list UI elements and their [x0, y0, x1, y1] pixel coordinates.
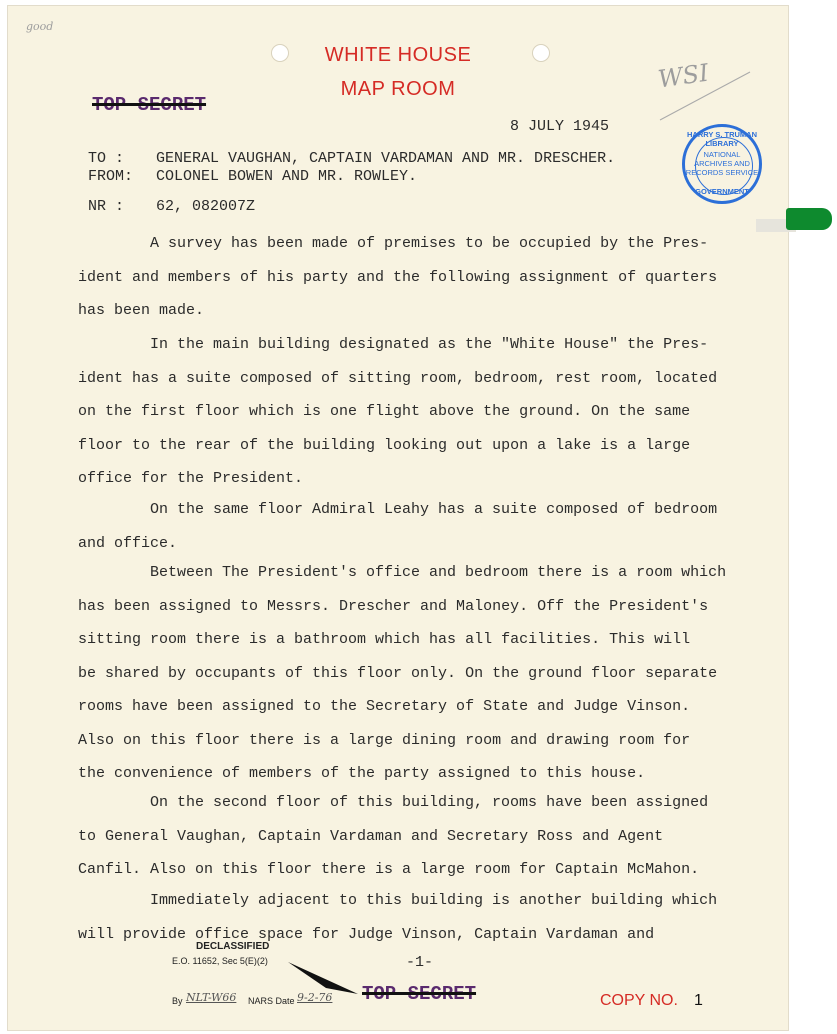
stamp-bottom-text: GOVERNMENT	[695, 187, 749, 196]
letterhead-map-room: MAP ROOM	[340, 78, 456, 100]
copy-number: 1	[694, 992, 703, 1009]
paragraph-3	[78, 493, 778, 560]
from-value: COLONEL BOWEN AND MR. ROWLEY.	[156, 168, 418, 185]
document-page	[8, 6, 788, 1030]
paragraph-4	[78, 556, 778, 791]
by-label: By	[172, 996, 183, 1006]
body-line: has been assigned to Messrs. Drescher and Maloney. Off the President's	[78, 597, 709, 615]
nr-label: NR :	[88, 198, 125, 215]
body-line: Immediately adjacent to this building is another building which	[150, 892, 718, 909]
to-value: GENERAL VAUGHAN, CAPTAIN VARDAMAN AND MR. DRESCHER.	[156, 150, 616, 167]
letterhead-white-house: WHITE HOUSE	[324, 44, 472, 66]
body-line: and office.	[78, 534, 178, 552]
body-line: rooms have been assigned to the Secretary of State and Judge Vinson.	[78, 698, 691, 715]
body-line: Between The President's office and bedroom there is a room which	[150, 564, 727, 581]
declassified-label: DECLASSIFIED	[196, 941, 270, 952]
body-line: has been made.	[78, 302, 205, 319]
green-paper-clip	[786, 208, 832, 230]
archive-stamp	[682, 124, 762, 204]
pencil-initials: WSI	[656, 58, 711, 94]
body-line: ident has a suite composed of sitting room, bedroom, rest room, located	[78, 369, 718, 387]
body-line: sitting room there is a bathroom which has all facilities. This will	[78, 631, 691, 648]
paragraph-5	[78, 786, 778, 887]
nars-date-label: NARS Date	[248, 996, 295, 1006]
body-line: ident and members of his party and the following assignment of quarters	[78, 268, 718, 286]
stamp-middle-text: NATIONAL ARCHIVES AND RECORDS SERVICE	[685, 150, 759, 177]
body-line: Also on this floor there is a large dining room and drawing room for	[78, 731, 691, 749]
body-line: On the second floor of this building, rooms have been assigned	[150, 794, 709, 811]
body-line: On the same floor Admiral Leahy has a suite composed of bedroom	[150, 501, 718, 518]
paragraph-2	[78, 328, 778, 496]
from-label: FROM:	[88, 168, 134, 185]
pencil-note: good	[26, 20, 54, 33]
classification-top: TOP SECRET	[92, 94, 207, 116]
page-number: -1-	[406, 954, 434, 971]
body-line: on the first floor which is one flight above the ground. On the same	[78, 403, 691, 420]
to-label: TO :	[88, 150, 125, 167]
body-line: In the main building designated as the "White House" the Pres-	[150, 336, 709, 353]
eo-reference: E.O. 11652, Sec 5(E)(2)	[172, 956, 268, 966]
body-line: floor to the rear of the building looking out upon a lake is a large	[78, 436, 691, 454]
pencil-line	[658, 68, 753, 123]
body-line: Canfil. Also on this floor there is a large room for Captain McMahon.	[78, 861, 700, 878]
by-value: NLT-W66	[186, 991, 237, 1004]
nars-date-value: 9-2-76	[297, 991, 333, 1004]
body-line: be shared by occupants of this floor only. On the ground floor separate	[78, 664, 718, 682]
body-line: the convenience of members of the party assigned to this house.	[78, 765, 646, 782]
nr-value: 62, 082007Z	[156, 198, 256, 215]
copy-label: COPY NO.	[600, 992, 678, 1009]
body-line: office for the President.	[78, 470, 304, 487]
body-line: to General Vaughan, Captain Vardaman and Secretary Ross and Agent	[78, 827, 664, 845]
paragraph-1	[78, 227, 778, 328]
paragraph-6	[78, 884, 778, 951]
body-line: will provide office space for Judge Vinson, Captain Vardaman and	[78, 925, 655, 943]
stamp-top-text: HARRY S. TRUMAN LIBRARY	[686, 130, 757, 148]
body-line: A survey has been made of premises to be occupied by the Pres-	[150, 235, 709, 252]
document-date: 8 JULY 1945	[510, 118, 610, 135]
classification-bottom: TOP SECRET	[362, 983, 477, 1005]
